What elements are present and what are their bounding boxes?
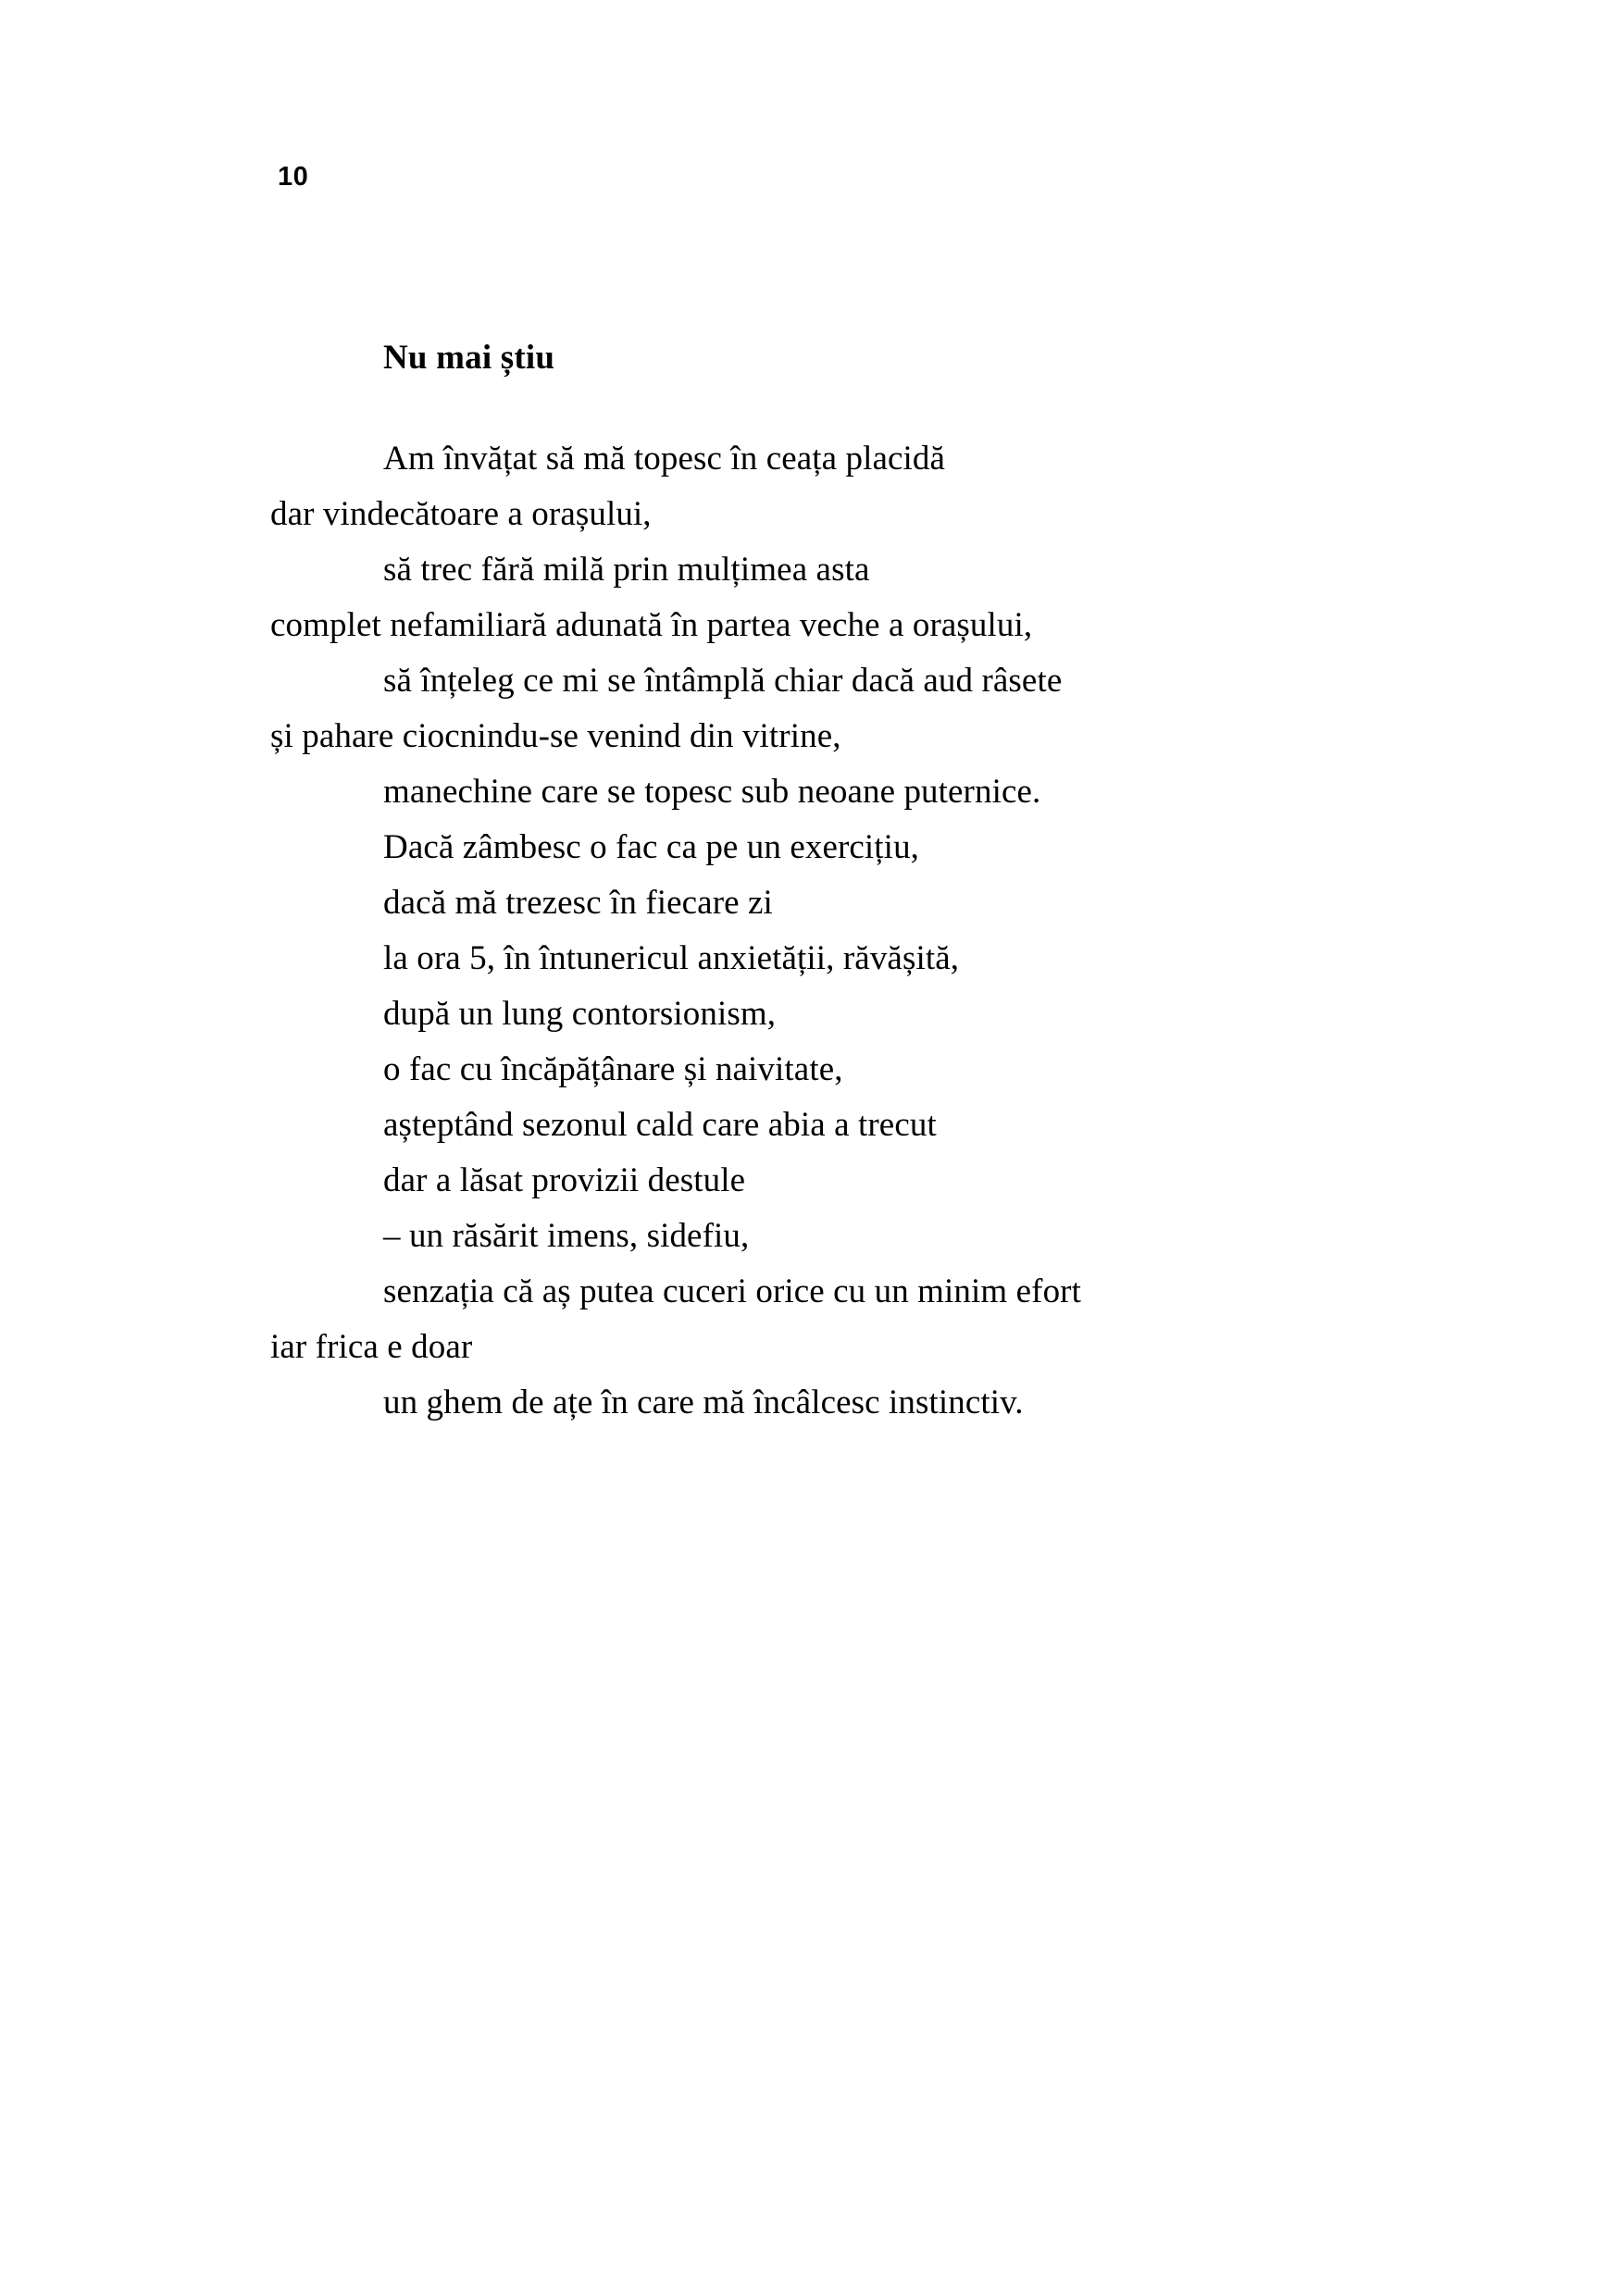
poem-line: o fac cu încăpățânare și naivitate, [383,1050,843,1088]
poem-line: după un lung contorsionism, [383,995,777,1033]
poem-line: să trec fără milă prin mulțimea asta [383,551,870,589]
poem-line: senzația că aș putea cuceri orice cu un minim efort [383,1272,1081,1310]
poem-line: un ghem de ațe în care mă încâlcesc instinctiv. [383,1384,1024,1421]
poem-line: Dacă zâmbesc o fac ca pe un exercițiu, [383,828,920,866]
poem-line: dar a lăsat provizii destule [383,1161,746,1199]
poem-line: dar vindecătoare a orașului, [270,495,652,533]
poem-line: manechine care se topesc sub neoane puternice. [383,773,1041,811]
poem-body [270,431,1381,1431]
poem-title: Nu mai știu [383,339,555,377]
poem-line: la ora 5, în întunericul anxietății, răvășită, [383,939,960,977]
poem-line: complet nefamiliară adunată în partea veche a orașului, [270,606,1033,644]
poem-block [270,338,1381,1431]
poem-line: să înțeleg ce mi se întâmplă chiar dacă aud râsete [383,662,1063,700]
poem-line: dacă mă trezesc în fiecare zi [383,884,773,922]
poem-line: așteptând sezonul cald care abia a trecut [383,1106,937,1144]
poem-line: și pahare ciocnindu-se venind din vitrine, [270,717,841,755]
page-number: 10 [278,162,309,192]
poem-line: – un răsărit imens, sidefiu, [383,1217,750,1255]
poem-line: Am învățat să mă topesc în ceața placidă [383,440,946,478]
poem-line: iar frica e doar [270,1328,473,1366]
